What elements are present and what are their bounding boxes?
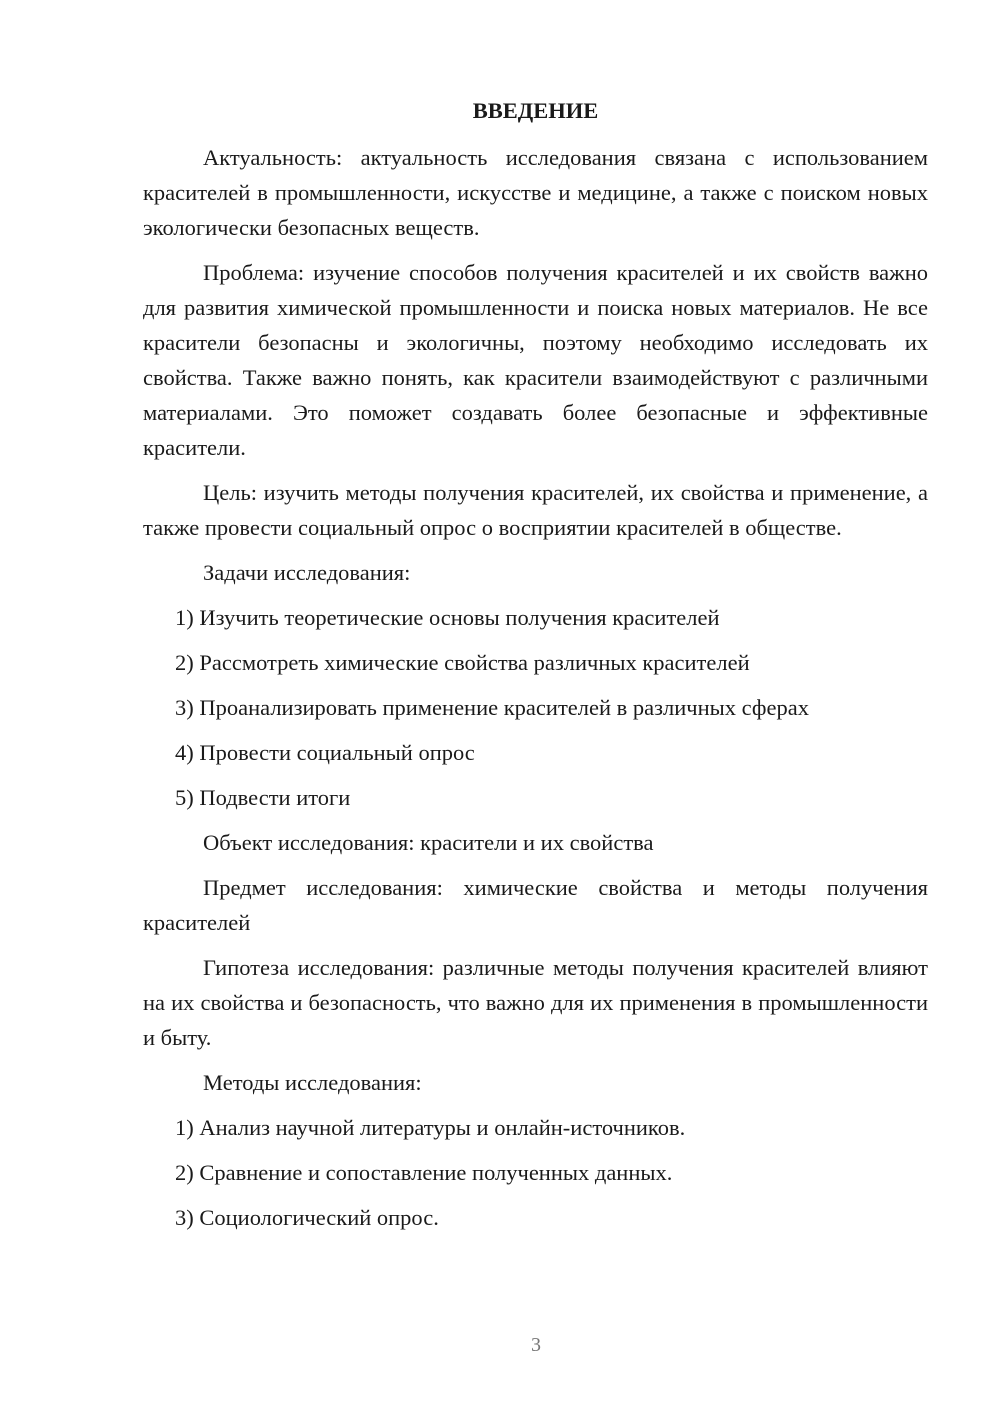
goal-paragraph: Цель: изучить методы получения красителей, их свойства и применение, а также провести социальный опрос о восприятии красителей в обществе. (143, 480, 928, 540)
subject-paragraph: Предмет исследования: химические свойства и методы получения красителей (143, 875, 928, 935)
methods-list (143, 1110, 928, 1235)
task-item: 5) Подвести итоги (175, 785, 351, 810)
page-content (143, 96, 928, 1245)
object-paragraph: Объект исследования: красители и их свойства (203, 830, 654, 855)
method-item: 2) Сравнение и сопоставление полученных данных. (175, 1160, 673, 1185)
method-item: 1) Анализ научной литературы и онлайн-источников. (175, 1115, 686, 1140)
problem-paragraph: Проблема: изучение способов получения красителей и их свойств важно для развития химической промышленности и поиска новых материалов. Не все красители безопасны и экологичны, поэтому необходимо исследовать их свойства. Также важно понять, как красители взаимодействуют с различными материалами. Это поможет создавать более безопасные и эффективные красители. (143, 260, 928, 460)
tasks-heading: Задачи исследования: (203, 560, 411, 585)
methods-heading: Методы исследования: (203, 1070, 422, 1095)
task-item: 3) Проанализировать применение красителей в различных сферах (175, 695, 809, 720)
relevance-paragraph: Актуальность: актуальность исследования связана с использованием красителей в промышленности, искусстве и медицине, а также с поиском новых экологически безопасных веществ. (143, 145, 928, 240)
task-item: 4) Провести социальный опрос (175, 740, 475, 765)
tasks-list (143, 600, 928, 815)
task-item: 1) Изучить теоретические основы получения красителей (175, 605, 720, 630)
task-item: 2) Рассмотреть химические свойства различных красителей (175, 650, 750, 675)
method-item: 3) Социологический опрос. (175, 1205, 439, 1230)
page-number: 3 (531, 1334, 541, 1356)
page-title: ВВЕДЕНИЕ (472, 98, 599, 123)
hypothesis-paragraph: Гипотеза исследования: различные методы получения красителей влияют на их свойства и безопасность, что важно для их применения в промышленности и быту. (143, 955, 928, 1050)
